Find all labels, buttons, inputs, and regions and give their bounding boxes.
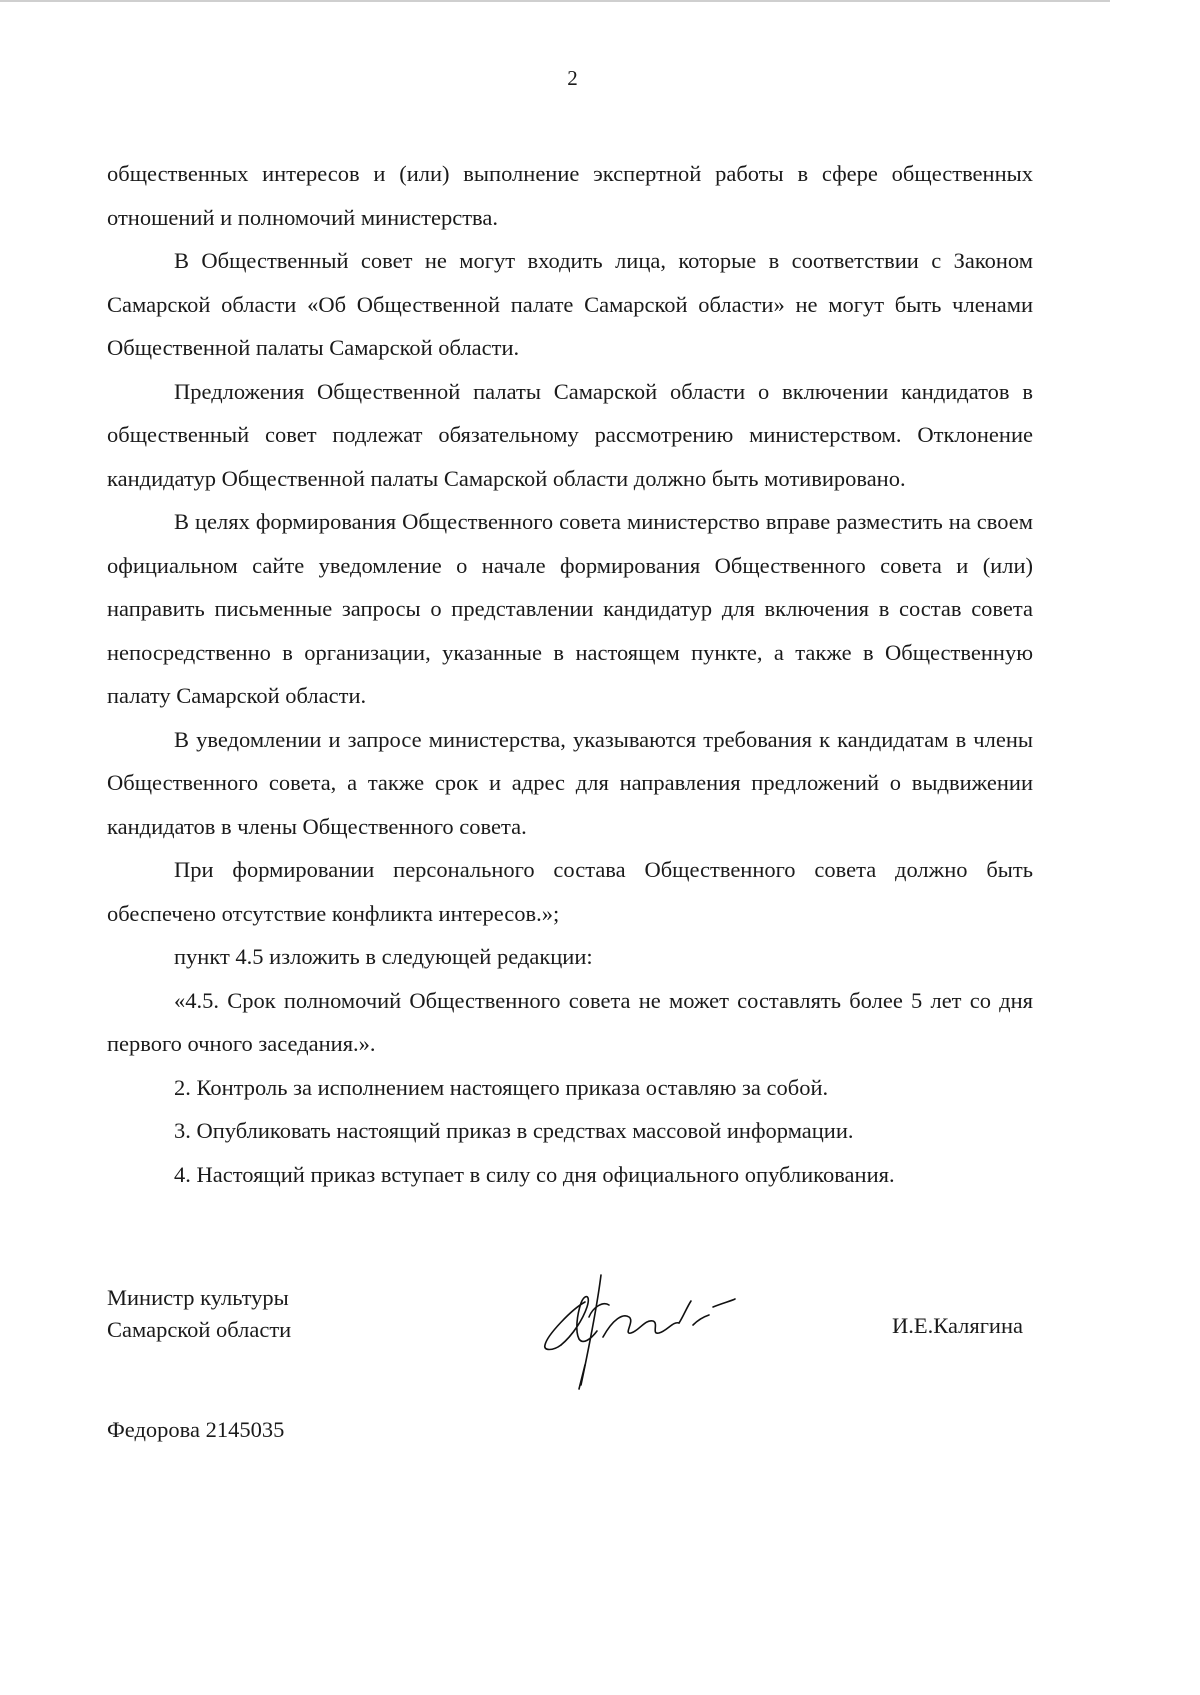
paragraph: пункт 4.5 изложить в следующей редакции: [174,944,593,969]
paragraph: В Общественный совет не могут входить лица, которые в соответствии с Законом Самарской области «Об Общественной палате Самарской области» не могут быть членами Общественной палаты Самарской области. [107,248,1033,360]
signer-name: И.Е.Калягина [891,1313,1023,1338]
page-number: 2 [567,66,578,90]
handwritten-signature [527,1247,737,1397]
paragraph: 3. Опубликовать настоящий приказ в средствах массовой информации. [174,1118,854,1143]
paragraph: В целях формирования Общественного совета министерство вправе разместить на своем официальном сайте уведомление о начале формирования Общественного совета и (или) направить письменные запросы о представлении кандидатур для включения в состав совета непосредственно в организации, указанные в настоящем пункте, а также в Общественную палату Самарской области. [107,509,1033,708]
paragraph: «4.5. Срок полномочий Общественного совета не может составлять более 5 лет со дня первого очного заседания.». [107,987,1033,1056]
paragraph: 4. Настоящий приказ вступает в силу со дня официального опубликования. [174,1161,895,1187]
paragraph: При формировании персонального состава Общественного совета должно быть обеспечено отсутствие конфликта интересов.»; [107,857,1033,926]
document-body [107,152,1033,1196]
page-top-border [0,0,1110,2]
signer-title-line: Министр культуры [107,1285,289,1310]
paragraph: 2. Контроль за исполнением настоящего приказа оставляю за собой. [174,1074,829,1100]
signer-title-line: Самарской области [107,1317,292,1342]
paragraph: Предложения Общественной палаты Самарской области о включении кандидатов в общественный совет подлежат обязательному рассмотрению министерством. Отклонение кандидатур Общественной палаты Самарской области должно быть мотивировано. [107,378,1033,491]
paragraph: В уведомлении и запросе министерства, указываются требования к кандидатам в члены Общественного совета, а также срок и адрес для направления предложений о выдвижении кандидатов в члены Общественного совета. [107,726,1033,839]
signer-title [107,1282,291,1346]
paragraph: общественных интересов и (или) выполнение экспертной работы в сфере общественных отношений и полномочий министерства. [107,161,1033,230]
executor-contact: Федорова 2145035 [107,1417,285,1442]
signature-block [107,1282,1033,1392]
